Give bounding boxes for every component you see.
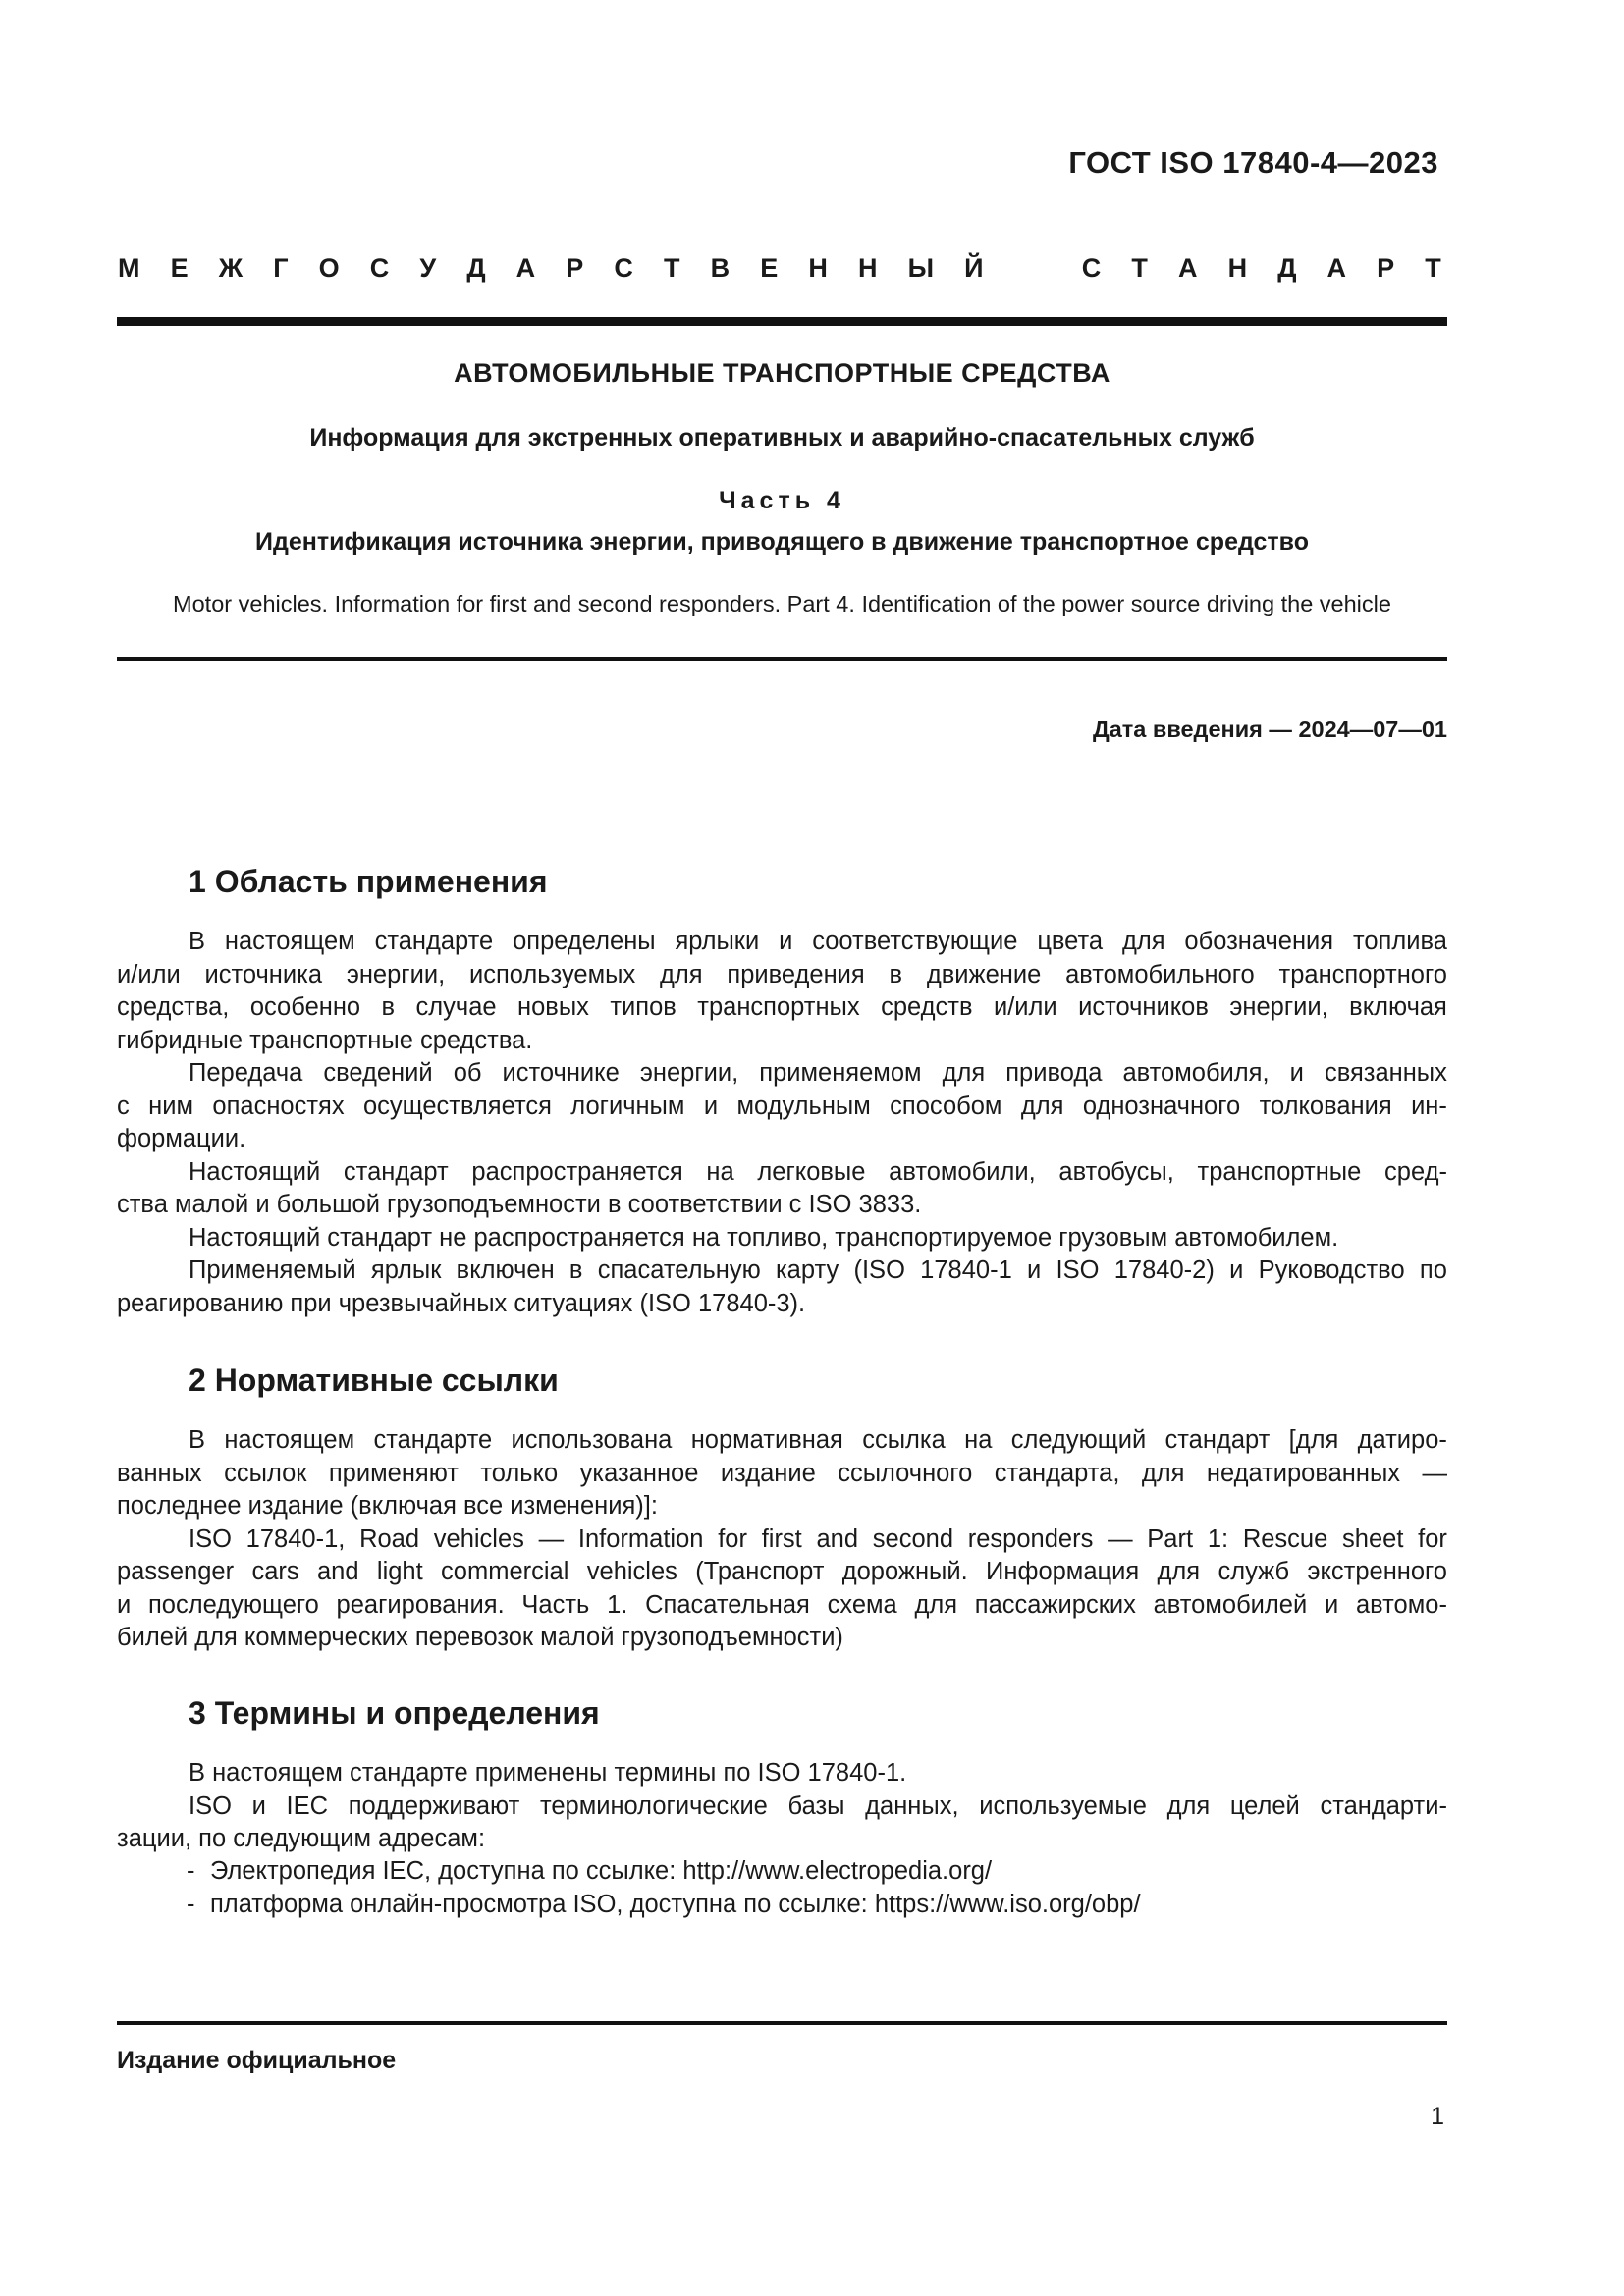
part-label: Часть 4	[719, 487, 845, 514]
edition-label: Издание официальное	[117, 2047, 397, 2074]
section-heading: 1 Область применения	[189, 864, 548, 899]
list-item	[187, 1889, 1141, 1922]
list-item-text: Электропедия IEC, доступна по ссылке: http://www.electropedia.org/	[210, 1857, 993, 1885]
footer-divider	[117, 2021, 1447, 2025]
page-number: 1	[1431, 2103, 1444, 2130]
standard-type-letter: Г	[273, 253, 289, 283]
standard-type-letter: С	[369, 253, 390, 283]
standard-designation: ГОСТ ISO 17840-4—2023	[1068, 145, 1438, 180]
standard-type-letter: Н	[1227, 253, 1248, 283]
standard-type-letter: Р	[566, 253, 584, 283]
text-line: В настоящем стандарте применены термины по ISO 17840-1.	[189, 1759, 907, 1787]
text-line: ISO 17840-1, Road vehicles — Information for first and second responders — Part 1: Rescue sheet for	[189, 1524, 1447, 1553]
standard-type-letter: Н	[857, 253, 878, 283]
standard-type-letter: О	[318, 253, 340, 283]
section-heading: 3 Термины и определения	[189, 1695, 600, 1731]
text-line: формации.	[117, 1125, 246, 1152]
text-line: с ним опасностях осуществляется логичным и модульным способом для однозначного толкования ин-	[117, 1092, 1447, 1120]
text-line: ванных ссылок применяют только указанное издание ссылочного стандарта, для недатированных —	[117, 1459, 1447, 1487]
text-line: последнее издание (включая все изменения)]:	[117, 1492, 658, 1520]
standard-type-letter: М	[118, 253, 140, 283]
text-line: и последующего реагирования. Часть 1. Спасательная схема для пассажирских автомобилей и автомо-	[117, 1590, 1447, 1619]
text-line: Применяемый ярлык включен в спасательную карту (ISO 17840-1 и ISO 17840-2) и Руководство по	[189, 1256, 1447, 1284]
text-line: Передача сведений об источнике энергии, применяемом для привода автомобиля, и связанных	[189, 1059, 1447, 1087]
text-line: зации, по следующим адресам:	[117, 1825, 486, 1852]
paragraph	[117, 926, 1447, 1320]
paragraph	[117, 1424, 1447, 1655]
title-divider	[117, 657, 1447, 661]
standard-type-letter: А	[515, 253, 536, 283]
standard-type-letter: У	[419, 253, 437, 283]
standard-type-letter: Т	[664, 253, 680, 283]
standard-type-letter: Й	[964, 253, 984, 283]
text-line: В настоящем стандарте использована нормативная ссылка на следующий стандарт [для датиро-	[189, 1426, 1447, 1454]
list-dash: -	[187, 1857, 195, 1885]
standard-type-letter: Т	[1131, 253, 1148, 283]
text-line: passenger cars and light commercial vehicles (Транспорт дорожный. Информация для служб экстренного	[117, 1558, 1447, 1585]
standard-type-letter: Ы	[907, 253, 935, 283]
text-line: Настоящий стандарт не распространяется на топливо, транспортируемое грузовым автомобилем.	[189, 1223, 1339, 1252]
header-divider	[117, 317, 1447, 326]
standard-type-letter: Д	[466, 253, 486, 283]
standard-type-letter: С	[1081, 253, 1102, 283]
text-line: гибридные транспортные средства.	[117, 1026, 533, 1054]
list-dash: -	[187, 1891, 195, 1918]
standard-type-letter: А	[1326, 253, 1347, 283]
standard-type-heading	[118, 253, 1441, 284]
text-line: и/или источника энергии, используемых для приведения в движение автомобильного транспортного	[117, 960, 1447, 988]
section-heading: 2 Нормативные ссылки	[189, 1362, 559, 1398]
standard-type-letter: Ж	[218, 253, 244, 283]
word-gap	[1014, 253, 1052, 284]
text-line: реагированию при чрезвычайных ситуациях (ISO 17840-3).	[117, 1289, 806, 1317]
document-subtitle: Информация для экстренных оперативных и аварийно-спасательных служб	[309, 424, 1255, 452]
standard-type-letter: Р	[1377, 253, 1395, 283]
standard-type-letter: А	[1177, 253, 1198, 283]
standard-type-letter: В	[710, 253, 731, 283]
text-line: ства малой и большой грузоподъемности в соответствии с ISO 3833.	[117, 1191, 922, 1218]
standard-type-letter: С	[614, 253, 633, 283]
text-line: В настоящем стандарте определены ярлыки и соответствующие цвета для обозначения топлива	[189, 928, 1447, 955]
part-title: Идентификация источника энергии, приводящего в движение транспортное средство	[255, 528, 1309, 556]
text-line: Настоящий стандарт распространяется на легковые автомобили, автобусы, транспортные сред-	[189, 1157, 1447, 1186]
standard-type-letter: Е	[170, 253, 189, 283]
list-item	[187, 1855, 992, 1889]
standard-type-letter: Т	[1425, 253, 1441, 283]
introduction-date: Дата введения — 2024—07—01	[1092, 717, 1447, 742]
standard-type-letter: Н	[808, 253, 828, 283]
document-title: АВТОМОБИЛЬНЫЕ ТРАНСПОРТНЫЕ СРЕДСТВА	[454, 358, 1110, 388]
english-title: Motor vehicles. Information for first and second responders. Part 4. Identification of the power source driving the vehicle	[173, 591, 1391, 616]
text-line: средства, особенно в случае новых типов транспортных средств и/или источников энергии, включая	[117, 993, 1447, 1021]
list-item-text: платформа онлайн-просмотра ISO, доступна по ссылке: https://www.iso.org/obp/	[210, 1891, 1141, 1918]
standard-type-letter: Д	[1277, 253, 1297, 283]
text-line: билей для коммерческих перевозок малой грузоподъемности)	[117, 1624, 843, 1651]
paragraph	[117, 1757, 1447, 1856]
text-line: ISO и IEC поддерживают терминологические базы данных, используемые для целей стандарти-	[189, 1791, 1447, 1820]
standard-type-letter: Е	[760, 253, 779, 283]
